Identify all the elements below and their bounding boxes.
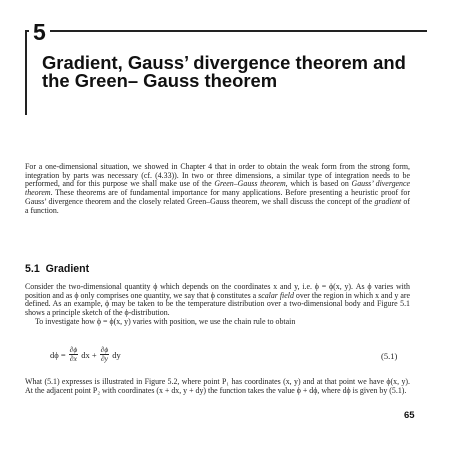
intro-text-4: of a function. [25,196,411,215]
section-title: Gradient [45,263,90,275]
partial-derivative-y [100,346,110,363]
partial-derivative-x [69,346,79,363]
equation-5-1 [50,346,121,363]
intro-term-gauss-divergence: Gauss’ divergence theorem [25,179,410,198]
intro-text-3: . These theorems are of fundamental importance for many applications. Before presenting a heuristic proof for Gauss’ divergence theorem and the closely related Green–Gauss theorem, we shall discuss the concept of the [25,188,410,206]
intro-term-gradient: gradient [374,196,402,206]
intro-paragraph [25,163,410,215]
section-paragraph-2: What (5.1) expresses is illustrated in Figure 5.2, where point P₁ has coordinates (x, y) and at that point we have ϕ(x, y). At the adjacent point P₂ with coordinates (x + dx, y + dy) the function takes the value ϕ + dϕ, where dϕ is given by (5.1). [25,377,410,395]
frac2-numerator: ∂ϕ [100,345,109,354]
equation-term-dy: dy [112,349,121,360]
para1-text-2: over the region in which x and y are defined. As an example, ϕ may be taken to be the temperature distribution over a two-dimensional body and Figure 5.1 shows a principle sketch of the ϕ-distribution. [25,290,410,318]
intro-text-2: , which is based on [285,179,352,189]
section-number: 5.1 [25,263,40,275]
section-heading [25,263,89,275]
page-number: 65 [404,410,415,421]
frac2-denominator: ∂y [100,354,108,363]
frac1-numerator: ∂ϕ [69,345,78,354]
para1-term-scalar-field: scalar field [258,290,294,300]
intro-text-1: For a one-dimensional situation, we showed in Chapter 4 that in order to obtain the weak form from the strong form, integration by parts was necessary (cf. (4.33)). In two or three dimensions, a similar type of integration needs to be performed, and for this purpose we shall make use of the [25,162,410,189]
para1-chain-rule-text: To investigate how ϕ = ϕ(x, y) varies with position, we use the chain rule to obtain [35,316,296,326]
intro-term-green-gauss: Green–Gauss theorem [214,179,286,189]
equation-term-dx: dx + [81,349,97,360]
chapter-number: 5 [29,22,50,42]
equation-number: (5.1) [381,351,398,361]
chapter-title: Gradient, Gauss’ divergence theorem and the Green– Gauss theorem [42,52,406,91]
para1-text-1: Consider the two-dimensional quantity ϕ which depends on the coordinates x and y, i.e. ϕ = ϕ(x, y). As ϕ varies with position and as ϕ only comprises one quantity, we say that ϕ constitutes a [25,282,410,300]
equation-lhs: dϕ = [50,349,66,360]
section-paragraph-1 [25,283,410,327]
frac1-denominator: ∂x [69,354,77,363]
